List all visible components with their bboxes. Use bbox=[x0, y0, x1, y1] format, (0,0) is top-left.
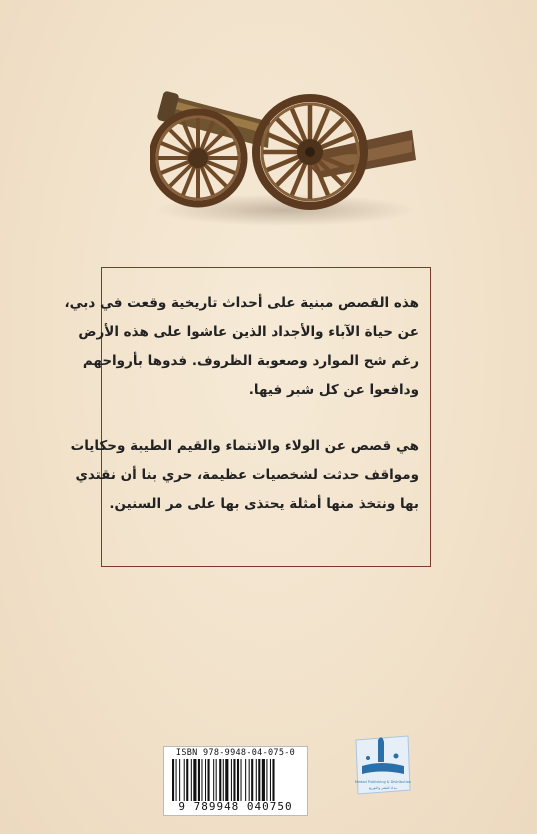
barcode-bar bbox=[225, 759, 228, 801]
barcode-bar bbox=[270, 759, 271, 801]
barcode-bar bbox=[219, 759, 221, 801]
barcode-bar bbox=[191, 759, 192, 801]
barcode-bar bbox=[258, 759, 260, 801]
barcode-bar bbox=[193, 759, 196, 801]
barcode-bar bbox=[179, 759, 180, 801]
isbn-label: ISBN 978-9948-04-075-0 bbox=[175, 748, 296, 758]
paragraph-1-line: عن حياة الآباء والأجداد الذين عاشوا على هذه الأرض bbox=[78, 324, 419, 340]
paragraph-1 bbox=[64, 295, 419, 413]
barcode-bar bbox=[237, 759, 239, 801]
barcode-bar bbox=[184, 759, 185, 801]
isbn-barcode bbox=[163, 746, 308, 816]
paragraph-2-line: ومواقف حدثت لشخصيات عظيمة، حري بنا أن نقتدي bbox=[75, 467, 419, 483]
barcode-bar bbox=[205, 759, 206, 801]
paragraph-2-line: هي قصص عن الولاء والانتماء والقيم الطيبة وحكايات bbox=[70, 438, 419, 454]
barcode-bar bbox=[198, 759, 200, 801]
barcode-bar bbox=[262, 759, 265, 801]
paragraph-1-line: هذه القصص مبنية على أحداث تاريخية وقعت في دبي، bbox=[64, 295, 419, 311]
barcode-bar bbox=[223, 759, 224, 801]
publisher-tagline-ar: مداد للنشر والتوزيع bbox=[369, 786, 397, 790]
barcode-bar bbox=[241, 759, 242, 801]
barcode-bar bbox=[272, 759, 274, 801]
barcode-bar bbox=[231, 759, 232, 801]
paragraph-2 bbox=[70, 438, 419, 527]
barcode-bar bbox=[172, 759, 174, 801]
barcode-bar bbox=[216, 759, 217, 801]
barcode-bar bbox=[201, 759, 202, 801]
barcode-bar bbox=[245, 759, 246, 801]
paragraph-1-line: ودافعوا عن كل شبر فيها. bbox=[248, 382, 419, 398]
publisher-tagline-en: Medad Publishing & Distribution bbox=[354, 780, 412, 784]
barcode-bar bbox=[186, 759, 188, 801]
cannon-illustration bbox=[150, 60, 420, 230]
barcode-bar bbox=[208, 759, 210, 801]
barcode-bar bbox=[249, 759, 250, 801]
paragraph-2-line: بها ونتخذ منها أمثلة يحتذى بها على مر السنين. bbox=[109, 496, 419, 512]
barcode-bar bbox=[213, 759, 214, 801]
isbn-digits: 9 789948 040750 bbox=[178, 800, 293, 813]
barcode-bar bbox=[176, 759, 177, 801]
barcode-bar bbox=[256, 759, 257, 801]
barcode-bar bbox=[266, 759, 267, 801]
barcode-bar bbox=[251, 759, 253, 801]
barcode-bar bbox=[233, 759, 235, 801]
paragraph-1-line: رغم شح الموارد وصعوبة الظروف. فدوها بأرواحهم bbox=[82, 353, 419, 369]
publisher-logo bbox=[348, 732, 416, 802]
barcode-bars bbox=[172, 759, 300, 801]
